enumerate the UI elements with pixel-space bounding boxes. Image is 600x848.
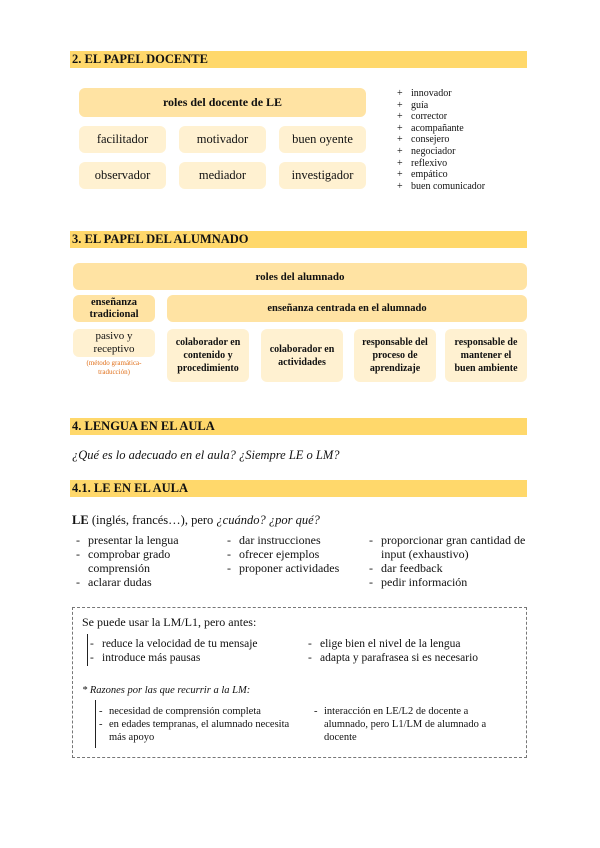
student-roles-title: roles del alumnado [73, 263, 527, 290]
list-item: - proponer actividades [227, 561, 340, 575]
list-item: + innovador [397, 88, 452, 99]
student-role-box: responsable del proceso de aprendizaje [354, 329, 436, 382]
list-item: + consejero [397, 134, 450, 146]
list-item: + guía [397, 99, 429, 111]
student-role-box: colaborador en actividades [261, 329, 343, 382]
list-item: - introduce más pausas [90, 652, 201, 664]
list-item: - dar instrucciones [227, 533, 321, 547]
list-item: - adapta y parafrasea si es necesario [308, 652, 479, 664]
lm-tips-right [308, 637, 523, 665]
role-box: motivador [179, 126, 266, 153]
section-4-heading: 4. LENGUA EN EL AULA [70, 418, 527, 435]
le-intro-line: LE (inglés, francés…), pero ¿cuándo? ¿por qué? [72, 513, 320, 527]
list-item: - proporcionar gran cantidad de input (exhaustivo) [369, 533, 526, 561]
traditional-teaching-box: enseñanza tradicional [73, 295, 155, 322]
le-uses-col-1 [76, 533, 216, 589]
list-item: - pedir información [369, 575, 468, 589]
teacher-roles-title: roles del docente de LE [79, 88, 366, 117]
list-item: - necesidad de comprensión completa [99, 706, 261, 717]
list-item: - interacción en LE/L2 de docente a alumnado, pero L1/LM de alumnado a docente [314, 706, 487, 743]
role-box: observador [79, 162, 166, 189]
list-item: - ofrecer ejemplos [227, 547, 320, 561]
list-item: + acompañante [397, 122, 464, 134]
list-item: + reflexivo [397, 157, 448, 169]
student-centered-box: enseñanza centrada en el alumnado [167, 295, 527, 322]
list-item: - aclarar dudas [76, 575, 152, 589]
method-note: (método gramática-traducción) [86, 359, 142, 376]
role-box: buen oyente [279, 126, 366, 153]
role-box: mediador [179, 162, 266, 189]
lm-reasons-right [314, 705, 514, 744]
le-uses-col-2 [227, 533, 367, 575]
section-3-heading: 3. EL PAPEL DEL ALUMNADO [70, 231, 527, 248]
lm-tips-left [90, 637, 305, 665]
list-item: - dar feedback [369, 561, 443, 575]
list-item: + negociador [397, 145, 456, 157]
reasons-bracket-line [95, 700, 96, 748]
student-role-box: colaborador en contenido y procedimiento [167, 329, 249, 382]
classroom-question: ¿Qué es lo adecuado en el aula? ¿Siempre LE o LM? [72, 448, 340, 462]
left-bracket-line [87, 634, 88, 666]
list-item: + corrector [397, 111, 448, 123]
lm-reasons-label: * Razones por las que recurrir a la LM: [82, 685, 251, 696]
section-4-1-heading: 4.1. LE EN EL AULA [70, 480, 527, 497]
role-box: facilitador [79, 126, 166, 153]
lm-reasons-left [99, 705, 304, 744]
section-2-heading: 2. EL PAPEL DOCENTE [70, 51, 527, 68]
lm-box-intro: Se puede usar la LM/L1, pero antes: [82, 615, 257, 629]
le-uses-col-3 [369, 533, 529, 589]
list-item: + buen comunicador [397, 180, 486, 192]
passive-receptive-box: pasivo y receptivo [73, 329, 155, 357]
teacher-qualities-list [397, 88, 485, 192]
list-item: - presentar la lengua [76, 533, 179, 547]
role-box: investigador [279, 162, 366, 189]
list-item: - en edades tempranas, el alumnado necesita más apoyo [99, 719, 290, 743]
list-item: - reduce la velocidad de tu mensaje [90, 638, 258, 650]
list-item: - comprobar grado comprensión [76, 547, 171, 575]
list-item: - elige bien el nivel de la lengua [308, 638, 461, 650]
student-role-box: responsable de mantener el buen ambiente [445, 329, 527, 382]
list-item: + empático [397, 169, 448, 181]
